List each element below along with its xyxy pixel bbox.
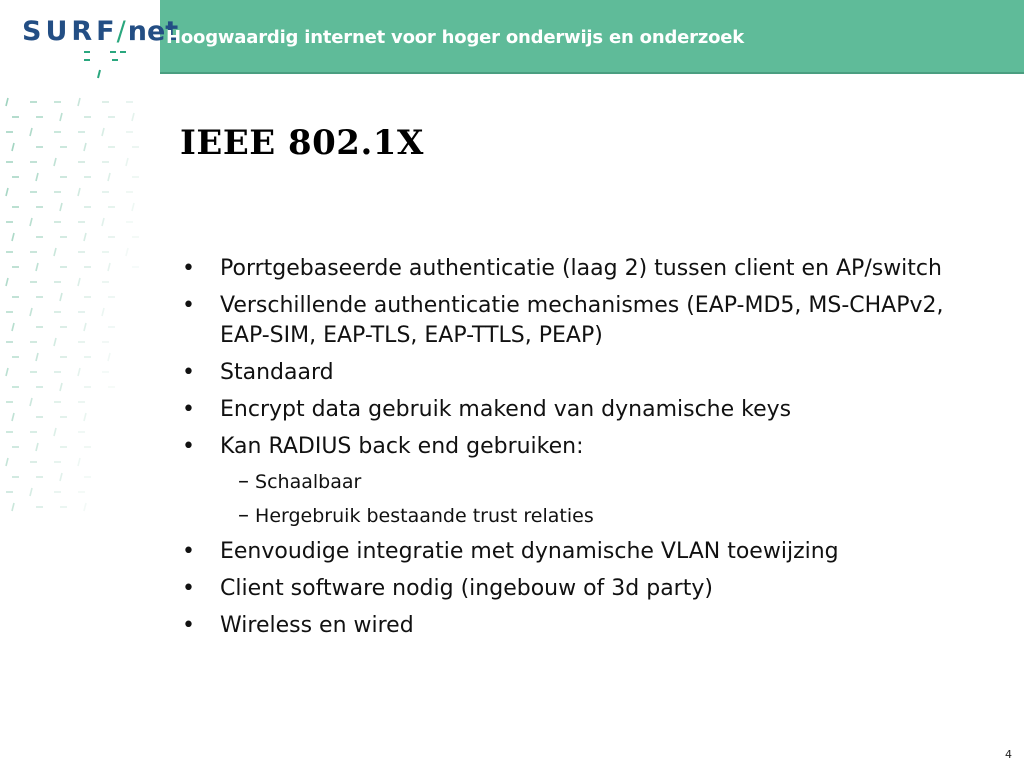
dash-marker: – (238, 469, 249, 494)
bullet-text: Eenvoudige integratie met dynamische VLAN toewijzing (220, 539, 839, 564)
pattern-dash (84, 323, 86, 331)
logo-text: SURF (22, 16, 119, 47)
pattern-dash (60, 473, 62, 481)
dash-marker: – (238, 503, 249, 528)
pattern-dash (78, 458, 80, 466)
bullet-text: Verschillende authenticatie mechanismes (EAP-MD5, MS-CHAPv2, EAP-SIM, EAP-TLS, EAP-TTLS, PEAP) (220, 293, 944, 348)
bullet-text: Encrypt data gebruik makend van dynamische keys (220, 397, 792, 422)
pattern-dash (108, 353, 110, 361)
pattern-dash (6, 278, 8, 286)
pattern-dash (30, 488, 32, 496)
list-item (180, 432, 980, 462)
pattern-dash (6, 458, 8, 466)
pattern-dash (78, 98, 80, 106)
pattern-dash (54, 338, 56, 346)
pattern-dash (78, 188, 80, 196)
surfnet-logo (22, 16, 178, 47)
list-item (180, 358, 980, 388)
bullet-marker: • (182, 434, 195, 459)
pattern-dash (36, 263, 38, 271)
pattern-dash (132, 113, 134, 121)
bullet-marker: • (182, 613, 195, 638)
pattern-dash (126, 158, 128, 166)
pattern-dash (108, 173, 110, 181)
logo-suffix: net (127, 16, 179, 47)
bullet-marker: • (182, 360, 195, 385)
list-item (180, 291, 980, 351)
pattern-dash (12, 323, 14, 331)
pattern-dash (12, 413, 14, 421)
pattern-dash (102, 128, 104, 136)
header-tagline: Hoogwaardig internet voor hoger onderwijs en onderzoek (166, 27, 745, 48)
pattern-dash (108, 263, 110, 271)
pattern-dash (12, 143, 14, 151)
pattern-dash (60, 113, 62, 121)
pattern-dash (84, 143, 86, 151)
logo-area (0, 0, 179, 92)
logo-slash: / (116, 16, 126, 47)
bullet-marker: • (182, 293, 195, 318)
pattern-dash (60, 383, 62, 391)
bullet-marker: • (182, 576, 195, 601)
pattern-dash (30, 308, 32, 316)
list-item (180, 574, 980, 604)
pattern-dash (54, 158, 56, 166)
pattern-dash (102, 308, 104, 316)
pattern-dash (78, 368, 80, 376)
pattern-dash (78, 278, 80, 286)
sub-list-item (180, 469, 980, 495)
list-item (180, 254, 980, 284)
pattern-dash (6, 368, 8, 376)
decorative-dash-pattern (0, 92, 160, 512)
pattern-dash (12, 503, 14, 511)
bullet-text: Schaalbaar (255, 471, 362, 493)
page-number: 4 (1005, 748, 1012, 761)
list-item (180, 395, 980, 425)
pattern-dash (54, 248, 56, 256)
slide-title: IEEE 802.1X (180, 123, 424, 163)
pattern-dash (6, 188, 8, 196)
bullet-text: Standaard (220, 360, 334, 385)
bullet-text: Porrtgebaseerde authenticatie (laag 2) tussen client en AP/switch (220, 256, 942, 281)
list-item (180, 611, 980, 641)
bullet-list (180, 254, 980, 648)
pattern-dash (132, 203, 134, 211)
pattern-dash (12, 233, 14, 241)
pattern-dash (84, 413, 86, 421)
pattern-dash (36, 443, 38, 451)
pattern-dash (6, 98, 8, 106)
pattern-dash (102, 218, 104, 226)
bullet-marker: • (182, 397, 195, 422)
list-item (180, 537, 980, 567)
bullet-marker: • (182, 539, 195, 564)
bullet-text: Wireless en wired (220, 613, 414, 638)
pattern-dash (30, 128, 32, 136)
pattern-dash (30, 218, 32, 226)
logo-dash-icon (82, 46, 132, 80)
sub-list-item (180, 503, 980, 529)
pattern-dash (126, 248, 128, 256)
pattern-dash (30, 398, 32, 406)
pattern-dash (84, 503, 86, 511)
pattern-dash (60, 203, 62, 211)
pattern-dash (84, 233, 86, 241)
pattern-dash (36, 173, 38, 181)
bullet-text: Hergebruik bestaande trust relaties (255, 505, 594, 527)
bullet-text: Client software nodig (ingebouw of 3d party) (220, 576, 713, 601)
bullet-text: Kan RADIUS back end gebruiken: (220, 434, 584, 459)
pattern-dash (60, 293, 62, 301)
bullet-marker: • (182, 256, 195, 281)
pattern-dash (54, 428, 56, 436)
pattern-dash (36, 353, 38, 361)
